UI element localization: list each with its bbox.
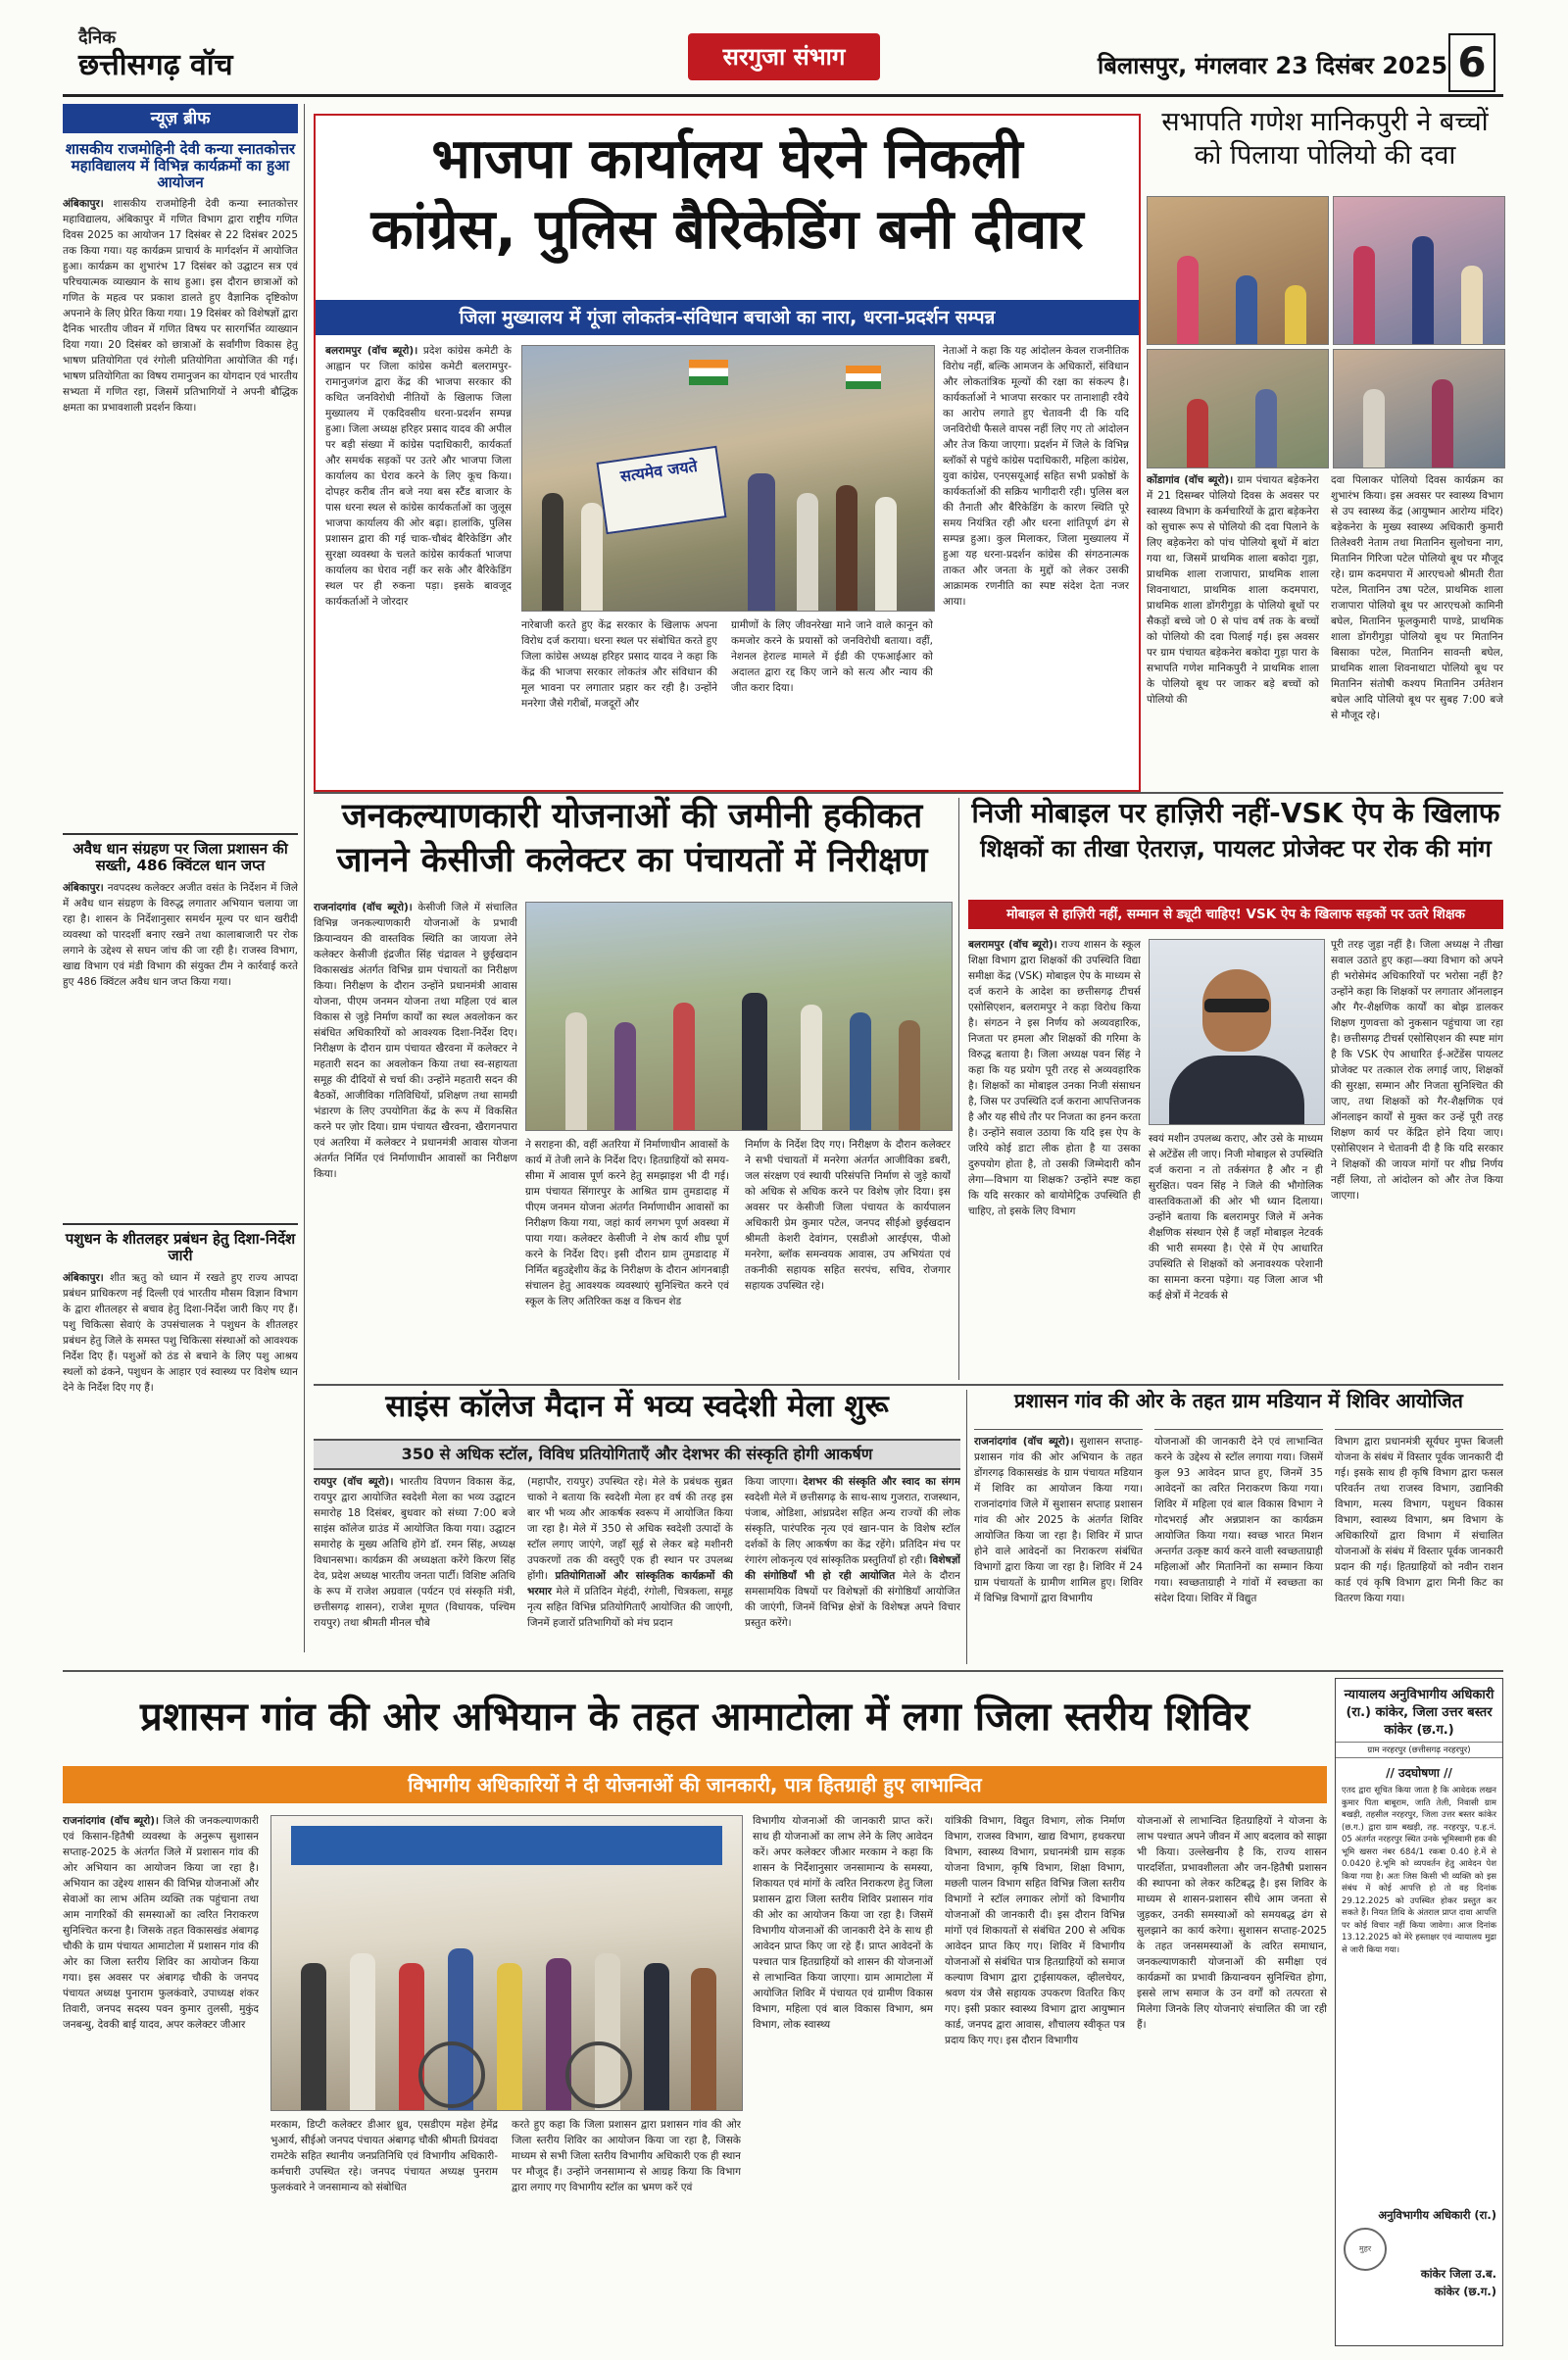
person-figure [1353,246,1375,344]
amatola-caption-col1: मरकाम, डिप्टी कलेक्टर डीआर ध्रुव, एसडीएम महेश हेमेंद्र भुआर्य, सीईओ जनपद पंचायत अंबागढ़ चौकी श्रीमती प्रियंवदा रामटेके सहित स्थानीय जनप्रतिनिधि एवं विभागीय अधिकारी-कर्मचारी उपस्थित रहे। जनपद पंचायत अध्यक्ष पुनराम फुलकंवारे ने जनसामान्य को संबोधित [270,2119,498,2193]
flag-icon [846,366,881,389]
mela-sub2-text: स्वदेशी मेले में छत्तीसगढ़ के साथ-साथ गुजरात, राजस्थान, पंजाब, ओडिशा, आंध्रप्रदेश सहित अन्य राज्यों की लोक संस्कृति, पारंपरिक नृत्य एवं खान-पान के विशेष स्टॉल दर्शकों के लिए आकर्षण का केंद्र रहेंगे। प्रतिदिन मंच पर रंगारंग लोकनृत्य एवं सांस्कृतिक प्रस्तुतियाँ हो रही। [745,1492,960,1566]
legal-notice [1335,1678,1503,2346]
person-figure [350,1953,375,2110]
person-figure [742,993,767,1130]
sign-line2: कांकेर जिला उ.ब. [1420,2267,1496,2281]
person-figure [691,1968,716,2110]
page-number: 6 [1448,33,1495,92]
lead-story [314,114,1141,792]
paper-name: छत्तीसगढ़ वॉच [78,48,233,82]
mela-sub1-text: मेले में प्रतिदिन मेहंदी, रंगोली, चित्रकला, समूह नृत्य सहित विभिन्न प्रतियोगिताएँ आयोजित की जाएंगी, जिनमें हजारों प्रतिभागियों को मंच प्रदान [527,1586,733,1629]
polio-col1-text: ग्राम पंचायत बड़ेकनेरा में 21 दिसम्बर पोलियो दिवस के अवसर पर स्वास्थ्य विभाग के कर्मचारियों के द्वारा बड़ेकनेरा को सुचारू रूप से पोलियो की दवा पिलाने के लिए बड़ेकनेरा को पांच पोलियो बूथों में बांटा गया था, जिसमें प्राथमिक शाला बकोदा गुड़ा, प्राथमिक शाला राजापारा, प्राथमिक शाला शिवनाथाटा, प्राथमिक शाला कदमपारा, प्राथमिक शाला डोंगरीगुड़ा के पोलियो बूथों पर सैकड़ों बच्चे जो 0 से पांच वर्ष तक के बच्चों को पोलियो की दवा पिलाई गई। इस अवसर पर ग्राम पंचायत बड़ेकनेरा बकोदा गुड़ा पारा के सभापति गणेश मानिकपुरी ने प्राथमिक शाला के पोलियो बूथ पर जाकर बड़े बच्चों को पोलियो की [1147,474,1319,706]
news-brief-column [63,104,298,1652]
amatola-dateline: राजनांदगांव (वॉच ब्यूरो)। [63,1815,160,1827]
lead-subheadline: जिला मुख्यालय में गूंजा लोकतंत्र-संविधान बचाओ का नारा, धरना-प्रदर्शन सम्पन्न [316,300,1139,335]
collector-headline-line2: जानने केसीजी कलेक्टर का पंचायतों में निरीक्षण [336,841,928,881]
brief2-headline: अवैध धान संग्रहण पर जिला प्रशासन की सख्ती, 486 क्विंटल धान जप्त [63,833,298,874]
lead-dateline: बलरामपुर (वॉच ब्यूरो)। [325,345,418,357]
mela-sub2: देशभर की संस्कृति और स्वाद का संगम [803,1476,960,1488]
person-figure [875,497,897,611]
brief3-dateline: अंबिकापुर। [63,1271,104,1284]
left-column-divider [304,104,305,1652]
sign-line1: अनुविभागीय अधिकारी (रा.) [1378,2208,1496,2222]
person-figure [1432,379,1453,467]
amatola-col3: विभागीय योजनाओं की जानकारी प्राप्त करें। साथ ही योजनाओं का लाभ लेने के लिए आवेदन करें। अपर कलेक्टर जीआर मरकाम ने कहा कि शासन के निर्देशानुसार जनसामान्य के समस्या, शिकायत एवं मांगों के त्वरित निराकरण हेतु जिला प्रशासन द्वारा जिला स्तरीय शिविर प्रशासन गांव की ओर का आयोजन किया जा रहा है। जिसमें विभागीय योजनाओं की जानकारी देने के साथ ही आवेदन प्राप्त किए जा रहे हैं। प्राप्त आवेदनों के पश्चात पात्र हितग्राहियों को शासन की योजनाओं से लाभान्वित किया जाएगा। ग्राम आमाटोला में आयोजित शिविर में पंचायत एवं ग्रामीण विकास विभाग, महिला एवं बाल विकास विभाग, श्रम विभाग, लोक स्वास्थ्य [753,1815,933,2031]
collector-col3: निर्माण के निर्देश दिए गए। निरीक्षण के दौरान कलेक्टर ने सभी पंचायतों में मनरेगा अंतर्गत आजीविका डबरी, जल संरक्षण एवं स्थायी परिसंपत्ति निर्माण से जुड़े कार्यों को अधिक से अधिक करने पर विशेष ज़ोर दिया। इस अवसर पर केसीजी जिला पंचायत के कार्यपालन अधिकारी प्रेम कुमार पटेल, जनपद सीईओ छुईखदान श्रीमती केशरी देवांगन, एसडीओ आरईएस, पीओ मनरेगा, ब्लॉक समन्वयक आवास, उप अभियंता एवं तकनीकी सहायक सहित सरपंच, सचिव, रोजगार सहायक उपस्थित रहे। [745,1139,951,1292]
flag-icon [689,360,728,385]
amatola-col1 [63,1813,259,2342]
collector-col1 [314,900,517,1380]
lead-headline-line2: कांग्रेस, पुलिस बैरिकेडिंग बनी दीवार [370,198,1084,262]
section-rule-2 [314,1384,1503,1386]
portrait-shoulders [1169,1056,1304,1124]
official-seal: मुहर [1344,2228,1387,2271]
person-figure [801,1005,822,1130]
mela-col2-text: (महापौर, रायपुर) उपस्थित रहे। मेले के प्रबंधक सुब्रत चाको ने बताया कि स्वदेशी मेला हर वर्ष की तरह इस बार भी भव्य और आकर्षक स्वरूप में आयोजित किया जा रहा है। मेले में 350 से अधिक स्वदेशी उत्पादों के स्टॉल लगाए जाएंगे, जहाँ सूई से लेकर बड़े मशीनरी उपकरणों तक की वस्तुएँ एक ही स्थान पर उपलब्ध होंगी। [527,1476,733,1582]
madiyan-col1 [974,1429,1143,1669]
section-rule-3 [63,1670,1503,1672]
person-figure [1187,399,1208,467]
vsk-headline-line2: शिक्षकों का तीखा ऐतराज़, पायलट प्रोजेक्ट पर रोक की मांग [980,835,1492,863]
brief2-body [63,880,298,1213]
brief3-headline: पशुधन के शीतलहर प्रबंधन हेतु दिशा-निर्देश जारी [63,1223,298,1264]
notice-title: // उदघोषणा // [1386,1766,1452,1780]
polio-headline-line1: सभापति गणेश मानिकपुरी ने बच्चों [1161,107,1489,137]
mela-headline: साइंस कॉलेज मैदान में भव्य स्वदेशी मेला शुरू [385,1389,889,1424]
brief3-text: शीत ऋतु को ध्यान में रखते हुए राज्य आपदा प्रबंधन प्राधिकरण नई दिल्ली एवं भारतीय मौसम विज्ञान विभाग के द्वारा शीतलहर से बचाव हेतु दिशा-निर्देश जारी किए गए हैं। पशु चिकित्सा सेवाएं के उपसंचालक ने पशुधन के शीतलहर प्रबंधन हेतु जिले के समस्त पशु चिकित्सा संस्थाओं को आवश्यक निर्देश दिए हैं। पशुओं को ठंड से बचाने के लिए पशु आश्रय स्थलों को ढंकने, पशुधन के आहार एवं स्वास्थ्य पर विशेष ध्यान देने के निर्देश दिए गए हैं। [63,1271,298,1394]
person-figure [850,1012,871,1130]
vsk-col1 [968,937,1141,1380]
person-figure [644,1963,669,2110]
mela-col3-text: किया जाएगा। [745,1476,798,1488]
person-figure [1285,285,1306,344]
polio-col1 [1147,472,1319,784]
madiyan-col2: योजनाओं की जानकारी देने एवं लाभान्वित करने के उद्देश्य से स्टॉल लगाया गया। जिसमें कुल 93 आवेदन प्राप्त हुए, जिनमें 35 आवेदनों का त्वरित निराकरण किया गया। शिविर में महिला एवं बाल विकास विभाग ने गोदभराई और अन्नप्राशन का कार्यक्रम आयोजित किया गया। स्वच्छ भारत मिशन अन्तर्गत उत्कृष्ट कार्य करने वाली स्वच्छताग्राही महिलाओं और मितानिनों का सम्मान किया गया। स्वच्छताग्राही ने गांवों में स्वच्छता का संदेश दिया। शिविर में विद्युत [1154,1429,1323,1669]
polio-photo-2 [1333,196,1505,345]
person-figure [836,485,858,611]
lead-headline-line1: भाजपा कार्यालय घेरने निकली [431,127,1023,191]
collector-dateline: राजनांदगांव (वॉच ब्यूरो)। [314,902,413,913]
person-figure [1236,275,1257,344]
vsk-col1-text: राज्य शासन के स्कूल शिक्षा विभाग द्वारा शिक्षकों की उपस्थिति विद्या समीक्षा केंद्र (VSK) मोबाइल ऐप के माध्यम से दर्ज कराने के आदेश का छत्तीसगढ़ टीचर्स एसोसिएशन, बलरामपुर ने कड़ा विरोध किया है। संगठन ने इस निर्णय को अव्यवहारिक, निजता पर हमला और शिक्षकों की गरिमा के विरुद्ध बताया है। जिला अध्यक्ष पवन सिंह ने कहा कि यह प्रयोग पूरी तरह से अव्यवहारिक है। शिक्षकों का मोबाइल उनका निजी संसाधन है, जिस पर उपस्थिति दर्ज कराना आपत्तिजनक है और यह सीधे तौर पर निजता का हनन करता है। उन्होंने सवाल उठाया कि यदि इस ऐप के जरिये कोई डाटा लीक होता है या उसका दुरुपयोग होता है, तो उसकी जिम्मेदारी कौन लेगा—विभाग या शिक्षक? उन्होंने स्पष्ट कहा कि यदि सरकार को बायोमेट्रिक उपस्थिति ही चाहिए, तो इसके लिए विभाग [968,939,1141,1217]
collector-story [314,798,951,1380]
brief2-text: नवपदस्थ कलेक्टर अजीत वसंत के निर्देशन में जिले में अवैध धान संग्रहण के विरुद्ध लगातार अभियान चलाया जा रहा है। शासन के निर्देशानुसार समर्थन मूल्य पर धान खरीदी व्यवस्था को पारदर्शी बनाए रखने तथा कालाबाजारी पर रोक लगाने के उद्देश्य से सघन जांच की जा रही है। राजस्व विभाग, खाद्य विभाग एवं मंडी विभाग की संयुक्त टीम ने कार्रवाई करते हुए 486 क्विंटल अवैध धान जप्त किया गया। [63,881,298,988]
amatola-col1-text: जिले की जनकल्याणकारी एवं किसान-हितैषी व्यवस्था के अनुरूप सुशासन सप्ताह-2025 के अंतर्गत जिले में प्रशासन गांव की ओर अभियान का आयोजन किया जा रहा है। अभियान का उद्देश्य शासन की विभिन्न योजनाओं और सेवाओं का लाभ अंतिम व्यक्ति तक पहुंचाना तथा आम नागरिकों की समस्याओं का त्वरित निराकरण सुनिश्चित करना है। जिसके तहत विकासखंड अंबागढ़ चौकी के ग्राम पंचायत आमाटोला में प्रशासन गांव की ओर का जिला स्तरीय शिविर का आयोजन किया गया। इस अवसर पर अंबागढ़ चौकी के जनपद पंचायत अध्यक्ष पुनाराम फुलकंवारे, उपाध्यक्ष शंकर तिवारी, जनपद सदस्य पवन कुमार तुलसी, मुकुंद जनबन्धु, देवकी बाई यादव, अपर कलेक्टर जीआर [63,1815,259,2031]
amatola-headline: प्रशासन गांव की ओर अभियान के तहत आमाटोला में लगा जिला स्तरीय शिविर [140,1695,1250,1740]
column-divider [966,1390,967,1664]
lead-col1-text: प्रदेश कांग्रेस कमेटी के आह्वान पर जिला कांग्रेस कमेटी बलरामपुर-रामानुजगंज द्वारा केंद्र की भाजपा सरकार की कथित जनविरोधी नीतियों के खिलाफ जिला मुख्यालय में एकदिवसीय धरना-प्रदर्शन सम्पन्न हुआ। जिला अध्यक्ष हरिहर प्रसाद यादव की अपील पर बड़ी संख्या में कांग्रेस पदाधिकारी, कार्यकर्ता और समर्थक सड़कों पर उतरे और भाजपा जिला कार्यालय का घेराव करने के लिए कूच किया। दोपहर करीब तीन बजे नया बस स्टैंड बाजार के पास धरना स्थल से कांग्रेस कार्यकर्ताओं का जुलूस भाजपा कार्यालय की ओर बढ़ा। हालांकि, पुलिस प्रशासन द्वारा की गई चाक-चौबंद बैरिकेडिंग और सुरक्षा व्यवस्था के चलते कांग्रेस कार्यकर्ता भाजपा कार्यालय का घेराव नहीं कर सके और बैरिकेडिंग स्थल पर ही रुकना पड़ा। इसके बावजूद कार्यकर्ताओं ने जोरदार [325,345,512,608]
masthead [0,0,1568,98]
vsk-col2: स्वयं मशीन उपलब्ध कराए, और उसे के माध्यम से अटेंडेंस ली जाए। निजी मोबाइल से उपस्थिति दर्ज कराना न तो तर्कसंगत है और न ही सुरक्षित। पवन सिंह ने जिले की भौगोलिक वास्तविकताओं की ओर भी ध्यान दिलाया। उन्होंने बताया कि बलरामपुर जिले में अनेक शैक्षणिक संस्थान ऐसे हैं जहाँ मोबाइल नेटवर्क की भारी समस्या है। ऐसे में ऐप आधारित उपस्थिति से शिक्षकों को अनावश्यक परेशानी का सामना करना पड़ेगा। यह जिला आज भी कई क्षेत्रों में नेटवर्क से [1149,1133,1323,1302]
vsk-col3: पूरी तरह जुड़ा नहीं है। जिला अध्यक्ष ने तीखा सवाल उठाते हुए कहा—क्या विभाग को अपने ही भरोसेमंद अधिकारियों पर भरोसा नहीं है? उन्होंने कहा कि शिक्षकों पर लगातार ऑनलाइन और गैर-शैक्षणिक कार्यों का बोझ डालकर शिक्षण गुणवत्ता को नुकसान पहुंचाया जा रहा है। छत्तीसगढ़ टीचर्स एसोसिएशन की स्पष्ट मांग है कि VSK ऐप आधारित ई-अटेंडेंस पायलट प्रोजेक्ट पर तत्काल रोक लगाई जाए, शिक्षकों की सुरक्षा, सम्मान और निजता सुनिश्चित की जाए, तथा शिक्षकों को गैर-शैक्षणिक एवं ऑनलाइन कार्यों से मुक्त कर उन्हें पूरी तरह शिक्षण कार्य पर केंद्रित होने दिया जाए। एसोसिएशन ने चेतावनी दी है कि यदि सरकार ने शिक्षकों की जायज मांगों पर शीघ्र निर्णय नहीं लिया, तो आंदोलन को और तेज किया जाएगा। [1331,939,1503,1202]
court-line1: न्यायालय अनुविभागीय अधिकारी [1344,1688,1494,1702]
polio-dateline: कोंडागांव (वॉच ब्यूरो)। [1147,474,1234,486]
court-line2: (रा.) कांकेर, जिला उत्तर बस्तर [1346,1705,1493,1720]
madiyan-col1-text: सुशासन सप्ताह-प्रशासन गांव की ओर अभियान के तहत डोंगरगढ़ विकासखंड के ग्राम पंचायत मडियान में शिविर का आयोजन किया गया। राजनांदगांव जिले में सुशासन सप्ताह प्रशासन गांव की ओर 2025 के अंतर्गत शिविर आयोजित किया जा रहा है। शिविर में प्राप्त होने वाले आवेदनों का निराकरण संबंधित विभागों द्वारा किया जा रहा है। शिविर में 24 ग्राम पंचायतों के ग्रामीण शामिल हुए। शिविर में विभिन्न विभागों द्वारा विभागीय [974,1436,1143,1604]
person-figure [673,1003,695,1130]
brief2-dateline: अंबिकापुर। [63,881,104,894]
mela-sub3-text: मेले के दौरान समसामयिक विषयों पर विशेषज्ञों की संगोष्ठियाँ आयोजित की जाएंगी, जिनमें विभिन्न क्षेत्रों के विशेषज्ञ अपने विचार प्रस्तुत करेंगे। [745,1570,960,1629]
dateline: बिलासपुर, मंगलवार 23 दिसंबर 2025 [1098,52,1448,79]
person-figure [301,1963,326,2110]
person-figure [542,493,564,611]
person-figure [899,1020,920,1130]
column-divider [958,798,959,1380]
collector-headline-line1: जनकल्याणकारी योजनाओं की जमीनी हकीकत [341,797,923,836]
lead-photo [521,345,935,612]
case-line: ग्राम नरहरपुर (छत्तीसगढ़ नरहरपुर) [1336,1742,1502,1758]
polio-headline-line2: को पिलाया पोलियो की दवा [1194,140,1456,172]
amatola-col4: यांत्रिकी विभाग, विद्युत विभाग, लोक निर्माण विभाग, राजस्व विभाग, खाद्य विभाग, हथकरघा विभाग, स्वास्थ्य विभाग, प्रधानमंत्री ग्राम सड़क योजना विभाग, कृषि विभाग, शिक्षा विभाग, मछली पालन विभाग सहित विभिन्न जिला स्तरीय विभागों ने स्टॉल लगाकर लोगों को विभागीय योजनाओं की जानकारी दी। इस दौरान विभिन्न मांगों एवं शिकायतों से संबंधित 200 से अधिक आवेदन प्राप्त किए गए। शिविर में विभागीय योजनाओं से संबंधित पात्र हितग्राहियों को समाज कल्याण विभाग द्वारा ट्राईसायकल, व्हीलचेयर, श्रवण यंत्र जैसे सहायक उपकरण वितरित किए गए। इसी प्रकार स्वास्थ्य विभाग द्वारा आयुष्मान कार्ड, जनपद द्वारा आवास, शौचालय स्वीकृत पत्र प्रदाय किए गए। इस दौरान विभागीय [945,1815,1125,2046]
mela-dateline: रायपुर (वॉच ब्यूरो)। [314,1476,394,1488]
person-figure [797,493,818,611]
mela-col1 [314,1474,515,1664]
masthead-rule [63,94,1503,97]
mela-col1-text: भारतीय विपणन विकास केंद्र, रायपुर द्वारा आयोजित स्वदेशी मेला का भव्य उद्घाटन समारोह 18 दिसंबर, बुधवार को संध्या 7:00 बजे साइंस कॉलेज ग्राउंड में आयोजित किया गया। उद्घाटन समारोह के मुख्य अतिथि होंगे डॉ. रमन सिंह, अध्यक्ष विधानसभा। कार्यक्रम की अध्यक्षता करेंगे किरण सिंह देव, प्रदेश अध्यक्ष भारतीय जनता पार्टी। विशिष्ट अतिथि के रूप में राजेश अग्रवाल (पर्यटन एवं संस्कृति मंत्री, छत्तीसगढ़ शासन), राजेश मूणत (विधायक, पश्चिम रायपुर) तथा श्रीमती मीनल चौबे [314,1476,515,1629]
person-figure [497,1963,522,2110]
notice-text: एतद द्वारा सूचित किया जाता है कि आवेदक लखन कुमार पिता बाबूराम, जाति तेली, निवासी ग्राम बखड़ी, तहसील नरहरपुर, जिला उत्तर बस्तर कांकेर (छ.ग.) द्वारा ग्राम बखड़ी, तह. नरहरपुर, प.ह.नं. 05 अंतर्गत नरहरपुर स्थित उनके भूमिस्वामी हक की भूमि खसरा नंबर 684/1 रकबा 0.40 हे.में से 0.0420 हे.भूमि को व्यपवर्तन हेतु आवेदन पेश किया गया है। अतः जिस किसी भी व्यक्ति को इस संबंध में कोई आपत्ति हो तो वह दिनांक 29.12.2025 को उपस्थित होकर प्रस्तुत कर सकते हैं। नियत तिथि के अंतराल प्राप्त दावा आपत्ति पर कोई विचार नहीं किया जावेगा। आज दिनांक 13.12.2025 को मेरे हस्ताक्षर एवं न्यायालय मुद्रा से जारी किया गया। [1342,1786,1496,1955]
polio-photo-3 [1147,349,1329,468]
polio-photo-4 [1333,349,1505,468]
news-brief-tag: न्यूज़ ब्रीफ [63,104,298,133]
polio-col2: दवा पिलाकर पोलियो दिवस कार्यक्रम का शुभारंभ किया। इस अवसर पर स्वास्थ्य विभाग से उप स्वास्थ्य केंद्र (आयुष्मान आरोग्य मंदिर) बड़ेकनेरा के मुख्य स्वास्थ्य अधिकारी कुमारी तिलेश्वरी नेताम तथा मितानिन सुलोचना नाग, मितानिन गिरिजा पटेल पोलियो बूथ पर मौजूद रहे। ग्राम कदमपारा में आरएचओ श्रीमती रीता पटेल, मितानिन उषा पटेल, प्राथमिक शाला राजापारा पोलियो बूथ पर आरएचओ कामिनी बघेल, मितानिन फूलकुमारी पाण्डे, प्राथमिक शाला डोंगरीगुड़ा पोलियो बूथ पर मितानिन बिसाका पटेल, मितानिन सावन्ती बघेल, प्राथमिक शाला शिवनाथाटा पोलियो बूथ पर मितानिन संतोषी कश्यप मितानिन उर्मतेशन बघेल आदि पोलियो बूथ पर सुबह 7:00 बजे से मौजूद रहे। [1331,474,1503,721]
vsk-story [968,798,1503,1380]
amatola-photo [270,1815,743,2111]
sunglasses-icon [1204,999,1269,1012]
section-label: सरगुजा संभाग [688,33,880,80]
lead-col3: नेताओं ने कहा कि यह आंदोलन केवल राजनीतिक विरोध नहीं, बल्कि आमजन के अधिकारों, संविधान और लोकतांत्रिक मूल्यों की रक्षा का संकल्प है। कार्यकर्ताओं ने भाजपा सरकार पर तानाशाही रवैये का आरोप लगाते हुए चेतावनी दी कि यदि जनविरोधी फैसले वापस नहीं लिए गए तो आंदोलन और तेज किया जाएगा। प्रदर्शन में जिले के विभिन्न ब्लॉकों से पहुंचे कांग्रेस पदाधिकारी, महिला कांग्रेस, युवा कांग्रेस, एनएसयूआई सहित सभी प्रकोष्ठों के कार्यकर्ताओं की सक्रिय भागीदारी रही। पुलिस बल की तैनाती और बैरिकेडिंग के कारण स्थिति पूरे समय नियंत्रित रही और धरना शांतिपूर्ण ढंग से सम्पन्न हुआ। कुल मिलाकर, जिला मुख्यालय में हुआ यह धरना-प्रदर्शन कांग्रेस की संगठनात्मक ताकत और जनता के मुद्दों को लेकर उसकी आक्रामक रणनीति का स्पष्ट संदेश देता नजर आया। [943,345,1129,608]
collector-photo [525,902,953,1131]
lead-caption-col1: नारेबाजी करते हुए केंद्र सरकार के खिलाफ अपना विरोध दर्ज कराया। धरना स्थल पर संबोधित करते हुए जिला कांग्रेस अध्यक्ष हरिहर प्रसाद यादव ने कहा कि केंद्र की भाजपा सरकार लोकतंत्र और संविधान की मूल भावना पर लगातार प्रहार कर रही है। उन्होंने मनरेगा जैसे गरीबों, मजदूरों और [521,619,717,710]
wheelchair-icon [418,2041,485,2108]
brief1-text: शासकीय राजमोहिनी देवी कन्या स्नातकोत्तर महाविद्यालय, अंबिकापुर में गणित विभाग द्वारा राष्ट्रीय गणित दिवस 2025 का आयोजन 17 दिसंबर से 22 दिसंबर 2025 तक किया गया। यह कार्यक्रम प्राचार्य के मार्गदर्शन में आयोजित हुआ। कार्यक्रम का शुभारंभ 17 दिसंबर को उद्घाटन सत्र एवं परिचयात्मक व्याख्यान के साथ हुआ। इस दौरान छात्राओं को गणित के महत्व पर प्रकाश डालते हुए वैज्ञानिक दृष्टिकोण अपनाने के लिए प्रेरित किया गया। 19 दिसंबर को विशेषज्ञों द्वारा दैनिक भारतीय जीवन में गणित विषय पर सारगर्भित व्याख्यान दिया गया। 20 दिसंबर को छात्राओं के सर्वांगीण विकास हेतु भाषण प्रतियोगिता एवं रंगोली प्रतियोगिता आयोजित की गई। भाषण प्रतियोगिता का विषय रामानुजन का योगदान एवं भारतीय सभ्यता में गणित रहा, जिसमें प्रतिभागियों ने अपनी बौद्धिक क्षमता का प्रभावशाली प्रदर्शन किया। [63,198,298,415]
brief3-body [63,1270,298,1652]
mela-story [314,1390,960,1664]
person-figure [581,503,603,611]
brief1-headline: शासकीय राजमोहिनी देवी कन्या स्नातकोत्तर महाविद्यालय में विभिन्न कार्यक्रमों का हुआ आयोजन [65,140,296,191]
amatola-col5: योजनाओं से लाभान्वित हितग्राहियों ने योजना के लाभ पश्चात अपने जीवन में आए बदलाव को साझा भी किया। उल्लेखनीय है कि, राज्य शासन पारदर्शिता, प्रभावशीलता और जन-हितैषी प्रशासन की स्थापना को लेकर कटिबद्ध है। इस शिविर के माध्यम से शासन-प्रशासन सीधे आम जनता से जुड़कर, उनकी समस्याओं को समयबद्ध ढंग से सुलझाने का कार्य करेगा। सुशासन सप्ताह-2025 के तहत जनसमस्याओं के त्वरित समाधान, जनकल्याणकारी योजनाओं की समीक्षा एवं कार्यक्रमों का प्रभावी क्रियान्वयन सुनिश्चित होगा, इससे लाभ समाज के उन वर्गों को तत्परता से मिलेगा जिनके लिए योजनाएं संचालित की जा रही हैं। [1137,1815,1327,2031]
person-figure [565,1012,587,1130]
person-figure [1461,266,1483,344]
person-figure [1363,389,1385,467]
vsk-dateline: बलरामपुर (वॉच ब्यूरो)। [968,939,1057,951]
polio-story [1147,108,1503,784]
sign-line3: कांकेर (छ.ग.) [1434,2285,1496,2298]
lead-col1 [325,343,512,780]
mela-sub1: प्रतियोगिताओं और सांस्कृतिक कार्यक्रमों की भरमार [527,1570,733,1598]
paper-name-small: दैनिक [78,27,117,48]
brief1-body [63,196,298,823]
amatola-subheadline: विभागीय अधिकारियों ने दी योजनाओं की जानकारी, पात्र हितग्राही हुए लाभान्वित [63,1766,1327,1803]
madiyan-dateline: राजनांदगांव (वॉच ब्यूरो)। [974,1436,1074,1448]
mela-col2 [527,1474,733,1664]
wheelchair-icon [565,2041,632,2108]
person-figure [748,473,775,611]
brief1-dateline: अंबिकापुर। [63,198,104,211]
mela-sub3: विशेषज्ञों की संगोष्ठियाँ भी हो रही आयोजित [745,1554,960,1582]
section-rule-1 [314,792,1503,794]
mela-subheadline: 350 से अधिक स्टॉल, विविध प्रतियोगिताएँ और देशभर की संस्कृति होगी आकर्षण [314,1439,960,1470]
polio-photo-1 [1147,196,1329,345]
vsk-portrait [1149,939,1325,1125]
person-figure [1177,256,1199,344]
madiyan-col3: विभाग द्वारा प्रधानमंत्री सूर्यघर मुफ्त बिजली योजना के संबंध में विस्तार पूर्वक जानकारी दी गई। इसके साथ ही कृषि विभाग द्वारा फसल परिवर्तन तथा राजस्व विभाग, उद्यानिकी विभाग, मत्स्य विभाग, पशुधन विकास विभाग, स्वास्थ्य विभाग, श्रम विभाग के अधिकारियों द्वारा विभाग में संचालित योजनाओं के संबंध में विस्तार पूर्वक जानकारी प्रदान की गई। हितग्राहियों को नवीन राशन कार्ड एवं कृषि विभाग द्वारा मिनी किट का वितरण किया गया। [1335,1429,1503,1669]
vsk-headline-line1: निजी मोबाइल पर हाज़िरी नहीं-VSK ऐप के खिलाफ [971,797,1500,829]
collector-col2: ने सराहना की, वहीं अतरिया में निर्माणाधीन आवासों के कार्य में तेजी लाने के निर्देश दिए। हितग्राहियों को समय-सीमा में आवास पूर्ण करने हेतु समझाइश भी दी गई। ग्राम पंचायत सिंगारपुर के आश्रित ग्राम तुमडादाह में पीएम जनमन योजना अंतर्गत निर्माणाधीन आवासों का निरीक्षण किया गया, जहां कार्य लगभग पूर्ण अवस्था में पाया गया। कलेक्टर केसीजी ने शेष कार्य शीघ्र पूर्ण करने के निर्देश दिए। इसी दौरान ग्राम तुमडादाह में निर्मित बहुउद्देशीय केंद्र के निरीक्षण के दौरान आंगनबाड़ी संचालन हेतु आवश्यक व्यवस्थाएं सुनिश्चित करने एवं स्कूल के लिए अतिरिक्त कक्ष व किचन शेड [525,1139,729,1307]
photo-banner: सत्यमेव जयते [596,446,726,535]
mela-col3 [745,1474,960,1664]
amatola-caption-col2: करते हुए कहा कि जिला प्रशासन द्वारा प्रशासन गांव की ओर जिला स्तरीय शिविर का आयोजन किया जा रहा है, जिसके माध्यम से सभी जिला स्तरीय विभागीय अधिकारी एक ही स्थान पर मौजूद हैं। उन्होंने जनसामान्य से आग्रह किया कि विभाग द्वारा लगाए गए विभागीय स्टॉल का भ्रमण करें एवं [512,2119,741,2193]
person-figure [1255,389,1277,467]
amatola-story [63,1676,1327,2352]
vsk-subheadline: मोबाइल से हाज़िरी नहीं, सम्मान से ड्यूटी चाहिए! VSK ऐप के खिलाफ सड़कों पर उतरे शिक्षक [968,900,1503,929]
event-banner [291,1826,722,1865]
madiyan-story [974,1390,1503,1664]
person-figure [614,1022,636,1130]
court-line3: कांकेर (छ.ग.) [1384,1723,1454,1738]
collector-col1-text: केसीजी जिले में संचालित विभिन्न जनकल्याणकारी योजनाओं के प्रभावी क्रियान्वयन की वास्तविक स्थिति का जायजा लेने कलेक्टर केसीजी इंद्रजीत सिंह चंद्रावल ने छुईखदान विकासखंड अंतर्गत विभिन्न ग्राम पंचायतों का निरीक्षण किया। निरीक्षण के दौरान उन्होंने प्रधानमंत्री आवास योजना, पीएम जनमन योजना तथा महिला एवं बाल विकास से जुड़े निर्माण कार्यों का स्थल अवलोकन कर संबंधित अधिकारियों को आवश्यक दिशा-निर्देश दिए। निरीक्षण के दौरान ग्राम पंचायत खैरवना में कलेक्टर ने महतारी सदन का अवलोकन किया तथा स्व-सहायता समूह की दीदियों से चर्चा की। उन्होंने महतारी सदन की बैठकों, आजीविका गतिविधियों, प्रशिक्षण तथा सामग्री भंडारण के लिए उपयोगिता केंद्र के रूप में विकसित करने पर ज़ोर दिया। ग्राम पंचायत खैरवना, खैरागनपारा एवं अतरिया में कलेक्टर ने प्रधानमंत्री आवास योजना अंतर्गत निर्मित एवं निर्माणाधीन आवासों का निरीक्षण किया। [314,902,517,1180]
person-figure [1412,236,1434,344]
madiyan-headline: प्रशासन गांव की ओर के तहत ग्राम मडियान में शिविर आयोजित [1014,1389,1463,1412]
lead-caption-col2: ग्रामीणों के लिए जीवनरेखा माने जाने वाले कानून को कमजोर करने के प्रयासों को जनविरोधी बताया। वहीं, नेशनल हेराल्ड मामले में ईडी की एफआईआर को अदालत द्वारा रद्द किए जाने को सत्य और न्याय की जीत करार दिया। [731,619,933,694]
